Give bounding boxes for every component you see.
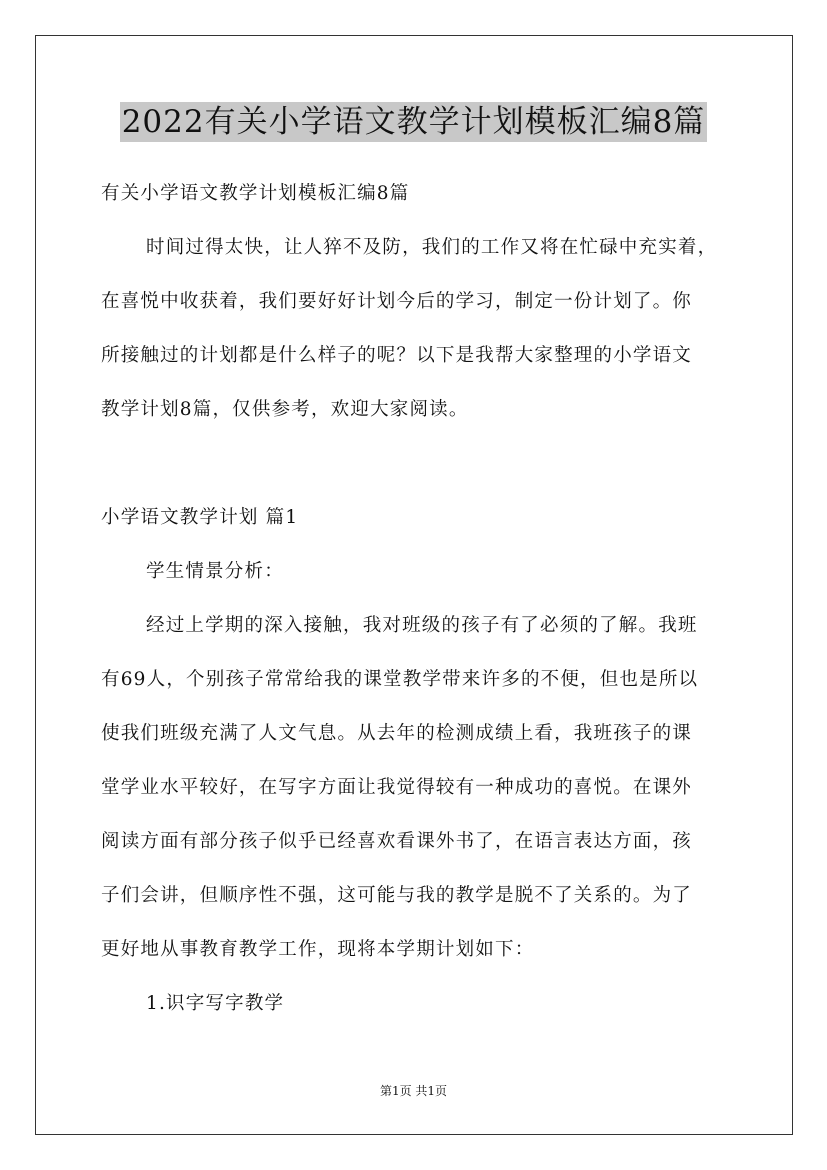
page-footer: 第1页 共1页 [379, 1084, 448, 1098]
body-line-4: 堂学业水平较好，在写字方面让我觉得较有一种成功的喜悦。在课外 [101, 777, 693, 798]
document-title: 2022有关小学语文教学计划模板汇编8篇 [121, 104, 706, 140]
body-line-1: 经过上学期的深入接触，我对班级的孩子有了必须的了解。我班 [146, 615, 698, 636]
intro-line-1: 时间过得太快，让人猝不及防，我们的工作又将在忙碌中充实着， [146, 237, 718, 258]
body-line-6: 子们会讲，但顺序性不强，这可能与我的教学是脱不了关系的。为了 [101, 885, 693, 906]
list-item: 1.识字写字教学 [146, 993, 285, 1014]
body-line-7: 更好地从事教育教学工作，现将本学期计划如下： [101, 939, 535, 960]
intro-line-2: 在喜悦中收获着，我们要好好计划今后的学习，制定一份计划了。你 [101, 291, 693, 312]
intro-line-4: 教学计划8篇，仅供参考，欢迎大家阅读。 [101, 399, 469, 420]
document-title-container [0, 98, 827, 146]
intro-line-3: 所接触过的计划都是什么样子的呢？以下是我帮大家整理的小学语文 [101, 345, 693, 366]
body-line-5: 阅读方面有部分孩子似乎已经喜欢看课外书了，在语言表达方面，孩 [101, 831, 693, 852]
section-heading: 小学语文教学计划 篇1 [101, 507, 299, 528]
body-line-2: 有69人，个别孩子常常给我的课堂教学带来许多的不便，但也是所以 [101, 669, 699, 690]
document-subtitle: 有关小学语文教学计划模板汇编8篇 [101, 183, 410, 204]
subheading: 学生情景分析： [146, 561, 284, 582]
body-line-3: 使我们班级充满了人文气息。从去年的检测成绩上看，我班孩子的课 [101, 723, 693, 744]
